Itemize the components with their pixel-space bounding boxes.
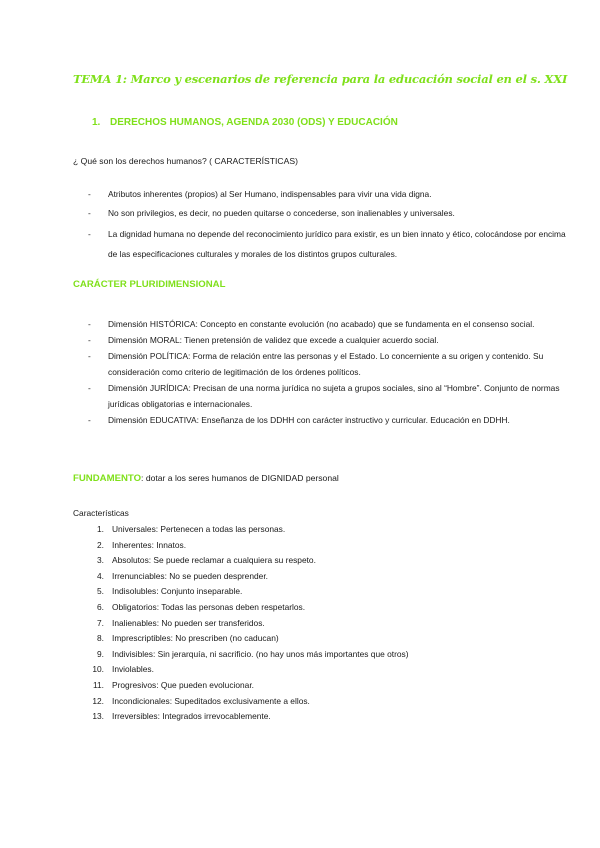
pluridimensional-heading: CARÁCTER PLURIDIMENSIONAL xyxy=(73,279,226,290)
list-item-text: Dimensión HISTÓRICA: Concepto en constante evolución (no acabado) que se fundamenta en el consenso social. xyxy=(108,319,535,329)
item-number: 13. xyxy=(92,711,104,722)
item-number: 2. xyxy=(97,539,104,550)
item-number: 6. xyxy=(97,601,104,612)
list-item xyxy=(88,600,568,616)
list-item xyxy=(88,205,568,221)
item-number: 9. xyxy=(97,648,104,659)
list-item xyxy=(88,662,568,678)
list-item-text: Inviolables. xyxy=(112,664,154,675)
list-item-text: Irreversibles: Integrados irrevocablemente. xyxy=(112,711,271,722)
list-item-text: Inherentes: Innatos. xyxy=(112,539,187,550)
item-number: 5. xyxy=(97,586,104,597)
caracteristicas-list xyxy=(88,522,568,725)
fundamento-line xyxy=(73,473,339,484)
item-number: 12. xyxy=(92,695,104,706)
dash-marker: - xyxy=(88,208,91,218)
characteristics-list xyxy=(88,186,568,264)
list-item-text: No son privilegios, es decir, no pueden quitarse o concederse, son inalienables y universales. xyxy=(108,208,455,218)
dash-marker: - xyxy=(88,383,91,393)
list-item xyxy=(88,584,568,600)
list-item-text: Absolutos: Se puede reclamar a cualquiera su respeto. xyxy=(112,555,316,566)
list-item xyxy=(88,647,568,663)
list-item-text: Incondicionales: Supeditados exclusivamente a ellos. xyxy=(112,695,310,706)
item-number: 8. xyxy=(97,633,104,644)
list-item-text: Inalienables: No pueden ser transferidos. xyxy=(112,617,265,628)
list-item-text: Dimensión JURÍDICA: Precisan de una norma jurídica no sujeta a grupos sociales, sino al “Hombre”. Conjunto de normas jurídicas obligatorias e internacionales. xyxy=(108,383,560,409)
dash-marker: - xyxy=(88,415,91,425)
list-item xyxy=(88,569,568,585)
dash-marker: - xyxy=(88,335,91,345)
list-item xyxy=(88,332,568,348)
item-number: 10. xyxy=(92,664,104,675)
dash-marker: - xyxy=(88,229,91,239)
caracteristicas-label: Características xyxy=(73,508,129,518)
list-item-text: Universales: Pertenecen a todas las personas. xyxy=(112,524,286,534)
question-line: ¿ Qué son los derechos humanos? ( CARACTERÍSTICAS) xyxy=(73,156,298,166)
fundamento-heading: FUNDAMENTO xyxy=(73,473,142,484)
list-item xyxy=(88,709,568,725)
list-item xyxy=(88,380,568,412)
section-heading xyxy=(92,117,398,128)
document-title: TEMA 1: Marco y escenarios de referencia para la educación social en el s. XXI xyxy=(73,72,568,86)
list-item-text: Atributos inherentes (propios) al Ser Humano, indispensables para vivir una vida digna. xyxy=(108,189,432,199)
list-item xyxy=(88,186,568,202)
list-item xyxy=(88,412,568,428)
item-number: 3. xyxy=(97,555,104,566)
list-item xyxy=(88,694,568,710)
item-number: 4. xyxy=(97,570,104,581)
list-item xyxy=(88,631,568,647)
section-number: 1. xyxy=(92,117,101,128)
dash-marker: - xyxy=(88,351,91,361)
list-item xyxy=(88,538,568,554)
list-item xyxy=(88,224,568,264)
list-item-text: Progresivos: Que pueden evolucionar. xyxy=(112,679,254,690)
dash-marker: - xyxy=(88,189,91,199)
list-item-text: Obligatorios: Todas las personas deben respetarlos. xyxy=(112,601,306,612)
list-item xyxy=(88,316,568,332)
fundamento-text: : dotar a los seres humanos de DIGNIDAD personal xyxy=(141,473,339,483)
list-item-text: Indisolubles: Conjunto inseparable. xyxy=(112,586,243,597)
list-item-text: Dimensión POLÍTICA: Forma de relación entre las personas y el Estado. Lo concerniente a su origen y contenido. Su consideración como criterio de legitimación de los órdenes políticos. xyxy=(108,351,544,377)
list-item-text: Irrenunciables: No se pueden desprender. xyxy=(112,570,268,581)
dash-marker: - xyxy=(88,319,91,329)
list-item-text: La dignidad humana no depende del reconocimiento jurídico para existir, es un bien innato y ético, colocándose por encima de las especificaciones culturales y morales de los distintos grupos culturales. xyxy=(108,229,566,259)
list-item xyxy=(88,616,568,632)
item-number: 7. xyxy=(97,617,104,628)
item-number: 11. xyxy=(92,679,104,690)
list-item-text: Indivisibles: Sin jerarquía, ni sacrificio. (no hay unos más importantes que otros) xyxy=(112,648,409,659)
list-item-text: Imprescriptibles: No prescriben (no caducan) xyxy=(112,633,279,644)
list-item xyxy=(88,678,568,694)
pluridimensional-list xyxy=(88,316,568,428)
list-item-text: Dimensión MORAL: Tienen pretensión de validez que excede a cualquier acuerdo social. xyxy=(108,335,439,345)
list-item-text: Dimensión EDUCATIVA: Enseñanza de los DDHH con carácter instructivo y curricular. Educación en DDHH. xyxy=(108,415,510,425)
item-number: 1. xyxy=(97,524,104,534)
section-heading-text: DERECHOS HUMANOS, AGENDA 2030 (ODS) Y EDUCACIÓN xyxy=(110,117,398,128)
list-item xyxy=(88,553,568,569)
list-item xyxy=(88,522,568,538)
list-item xyxy=(88,348,568,380)
